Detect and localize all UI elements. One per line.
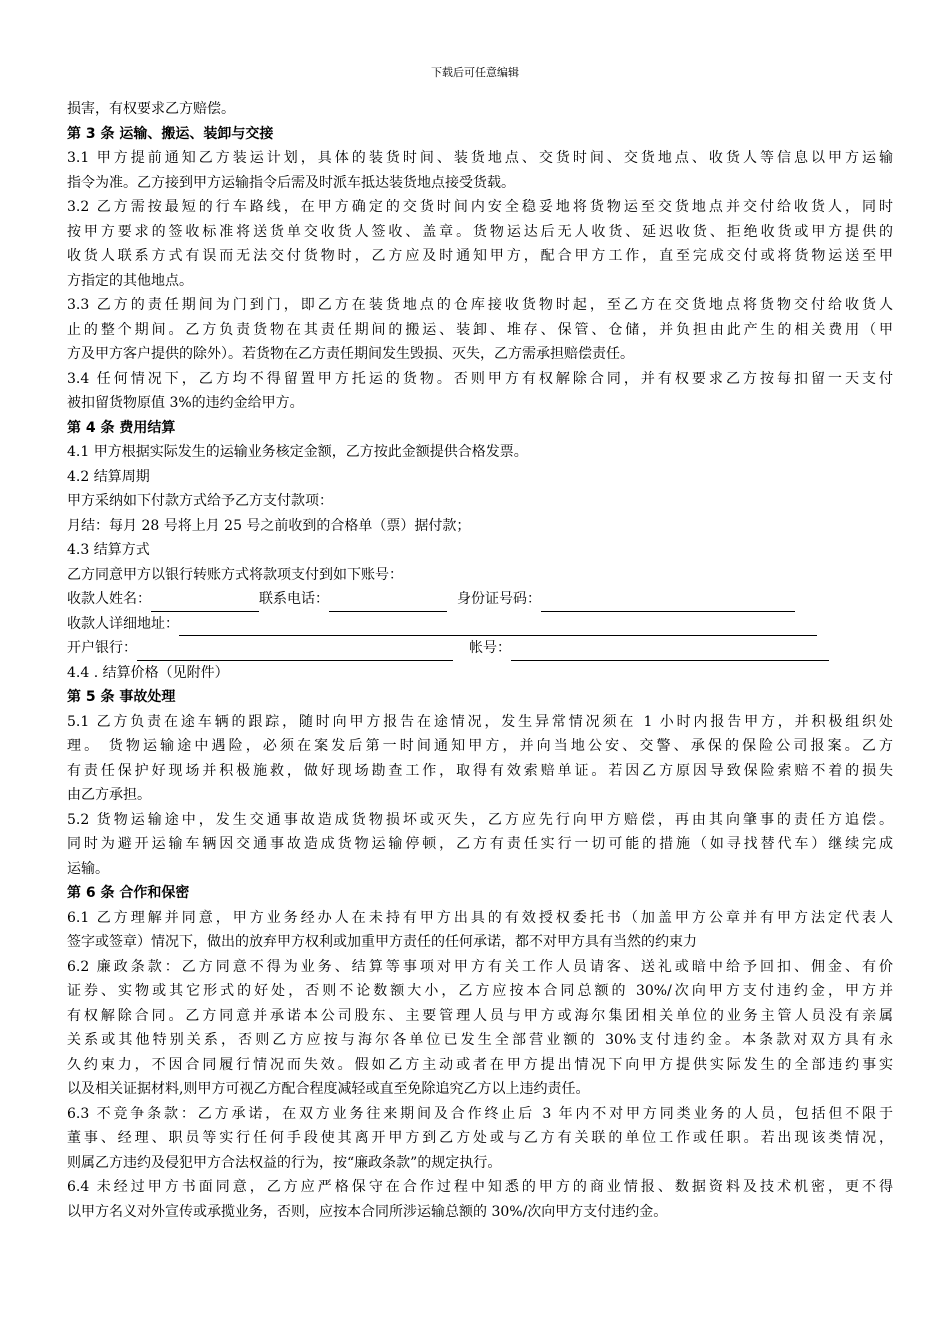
payee-address-row bbox=[67, 612, 893, 637]
text-line: 3.3 乙方的责任期间为门到门，即乙方在装货地点的仓库接收货物时起，至乙方在交货地点将货物交付给收货人 bbox=[67, 297, 893, 313]
text-line: 运输。 bbox=[67, 860, 109, 877]
section-heading: 第 6 条 合作和保密 bbox=[67, 885, 190, 901]
payee-name-label: 收款人姓名： bbox=[67, 591, 151, 607]
bank-account-row bbox=[67, 636, 893, 661]
text-line: 理。 货物运输途中遇险，必须在案发后第一时间通知甲方，并向当地公安、交警、承保的保险公司报案。乙方 bbox=[67, 738, 893, 754]
text-line: 6.1 乙方理解并同意，甲方业务经办人在未持有甲方出具的有效授权委托书（加盖甲方公章并有甲方法定代表人 bbox=[67, 909, 893, 926]
payee-info-row bbox=[67, 587, 893, 612]
text-line: 方指定的其他地点。 bbox=[67, 272, 193, 289]
text-line: 月结：每月 28 号将上月 25 号之前收到的合格单（票）据付款； bbox=[67, 517, 471, 534]
text-line: 有权解除合同。乙方同意并承诺本公司股东、主要管理人员与甲方或海尔集团相关单位的业务主管人员没有亲属 bbox=[67, 1007, 893, 1024]
text-line: 被扣留货物原值 3%的违约金给甲方。 bbox=[67, 395, 304, 411]
text-line: 6.4 未经过甲方书面同意，乙方应严格保守在合作过程中知悉的甲方的商业情报、数据资料及技术机密，更不得 bbox=[67, 1179, 893, 1195]
text-line: 指令为准。乙方接到甲方运输指令后需及时派车抵达装货地点接受货载。 bbox=[67, 174, 515, 191]
text-line: 以及相关证据材料,则甲方可视乙方配合程度减轻或直至免除追究乙方以上违约责任。 bbox=[67, 1081, 590, 1097]
text-line: 6.3 不竞争条款：乙方承诺，在双方业务往来期间及合作终止后 3 年内不对甲方同类业务的人员，包括但不限于 bbox=[67, 1105, 893, 1122]
text-line: 由乙方承担。 bbox=[67, 787, 151, 803]
id-number-label: 身份证号码： bbox=[457, 591, 541, 607]
section-heading: 第 4 条 费用结算 bbox=[67, 419, 176, 436]
text-line: 4.4 . 结算价格（见附件） bbox=[67, 664, 229, 681]
text-line: 4.1 甲方根据实际发生的运输业务核定金额，乙方按此金额提供合格发票。 bbox=[67, 444, 528, 460]
text-line: 有责任保护好现场并积极施救，做好现场勘查工作，取得有效索赔单证。若因乙方原因导致保险索赔不着的损失 bbox=[67, 762, 893, 779]
text-line: 关系或其他特别关系，否则乙方应按与海尔各单位已发生全部营业额的 30%支付违约金。本条款对双方具有永 bbox=[67, 1032, 893, 1048]
text-line: 4.3 结算方式 bbox=[67, 542, 150, 558]
bank-label: 开户银行： bbox=[67, 640, 137, 656]
text-line: 方及甲方客户提供的除外）。若货物在乙方责任期间发生毁损、灭失，乙方需承担赔偿责任。 bbox=[67, 346, 634, 362]
text-line: 6.2 廉政条款：乙方同意不得为业务、结算等事项对甲方有关工作人员请客、送礼或暗中给予回扣、佣金、有价 bbox=[67, 958, 893, 975]
text-line: 签字或签章）情况下，做出的放弃甲方权利或加重甲方责任的任何承诺，都不对甲方具有当然的约束力 bbox=[67, 934, 697, 950]
payee-address-field[interactable] bbox=[179, 618, 817, 636]
text-line: 5.2 货物运输途中，发生交通事故造成货物损坏或灭失，乙方应先行向甲方赔偿，再由其向肇事的责任方追偿。 bbox=[67, 811, 893, 828]
text-line: 收货人联系方式有误而无法交付货物时，乙方应及时通知甲方，配合甲方工作，直至完成交付或将货物运送至甲 bbox=[67, 248, 893, 264]
account-label: 帐号： bbox=[469, 640, 511, 656]
text-line: 董事、经理、职员等实行任何手段使其离开甲方到乙方处或与乙方有关联的单位工作或任职。若出现该类情况， bbox=[67, 1130, 893, 1146]
text-line: 止的整个期间。乙方负责货物在其责任期间的搬运、装卸、堆存、保管、仓储，并负担由此产生的相关费用（甲 bbox=[67, 321, 893, 338]
text-line: 以甲方名义对外宣传或承揽业务，否则，应按本合同所涉运输总额的 30%/次向甲方支付违约金。 bbox=[67, 1203, 668, 1220]
section-heading: 第 5 条 事故处理 bbox=[67, 689, 176, 705]
text-line: 4.2 结算周期 bbox=[67, 468, 150, 485]
page-header: 下载后可任意编辑 bbox=[431, 66, 519, 79]
text-line: 久约束力，不因合同履行情况而失效。假如乙方主动或者在甲方提出情况下向甲方提供实际发生的全部违约事实 bbox=[67, 1056, 893, 1073]
phone-field[interactable] bbox=[329, 594, 447, 612]
text-line: 证券、实物或其它形式的好处，否则不论数额大小，乙方应按本合同总额的 30%/次向甲方支付违约金，甲方并 bbox=[67, 983, 893, 999]
id-number-field[interactable] bbox=[541, 594, 795, 612]
text-line: 损害，有权要求乙方赔偿。 bbox=[67, 101, 235, 117]
text-line: 5.1 乙方负责在途车辆的跟踪，随时向甲方报告在途情况，发生异常情况须在 1 小时内报告甲方，并积极组织处 bbox=[67, 713, 893, 730]
text-line: 则属乙方违约及侵犯甲方合法权益的行为，按“廉政条款”的规定执行。 bbox=[67, 1154, 502, 1171]
bank-field[interactable] bbox=[137, 643, 453, 661]
phone-label: 联系电话： bbox=[259, 591, 329, 607]
text-line: 3.2 乙方需按最短的行车路线，在甲方确定的交货时间内安全稳妥地将货物运至交货地点并交付给收货人，同时 bbox=[67, 199, 893, 215]
text-line: 乙方同意甲方以银行转账方式将款项支付到如下账号： bbox=[67, 566, 403, 583]
text-line: 3.4 任何情况下，乙方均不得留置甲方托运的货物。否则甲方有权解除合同，并有权要求乙方按每扣留一天支付 bbox=[67, 370, 893, 387]
payee-address-label: 收款人详细地址： bbox=[67, 615, 179, 632]
section-heading: 第 3 条 运输、搬运、装卸与交接 bbox=[67, 125, 274, 142]
text-line: 甲方采纳如下付款方式给予乙方支付款项： bbox=[67, 493, 333, 509]
text-line: 3.1 甲方提前通知乙方装运计划，具体的装货时间、装货地点、交货时间、交货地点、收货人等信息以甲方运输 bbox=[67, 150, 893, 166]
document-body bbox=[67, 97, 893, 1224]
account-field[interactable] bbox=[511, 643, 829, 661]
text-line: 按甲方要求的签收标准将送货单交收货人签收、盖章。货物运达后无人收货、延迟收货、拒绝收货或甲方提供的 bbox=[67, 223, 893, 240]
payee-name-field[interactable] bbox=[151, 594, 259, 612]
text-line: 同时为避开运输车辆因交通事故造成货物运输停顿，乙方有责任实行一切可能的措施（如寻找替代车）继续完成 bbox=[67, 836, 893, 852]
